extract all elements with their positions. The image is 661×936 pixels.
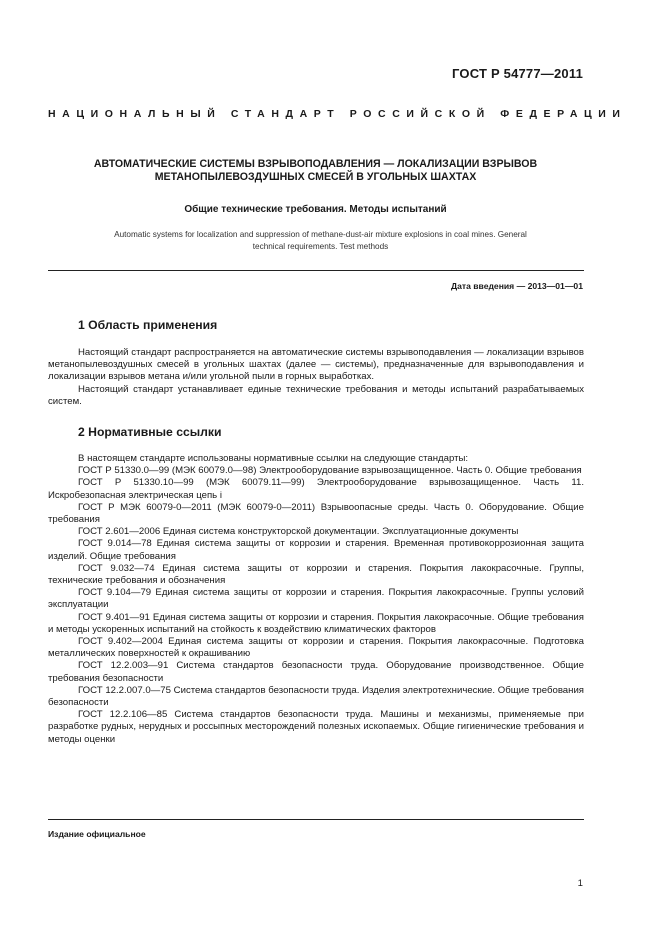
official-edition-label: Издание официальное [48, 829, 146, 839]
reference-paragraph: В настоящем стандарте использованы нормативные ссылки на следующие стандарты: [78, 453, 469, 464]
section-2-body [48, 453, 584, 746]
page-number: 1 [577, 878, 583, 889]
reference-item: ГОСТ 9.014—78 Единая система защиты от коррозии и старения. Временная противокоррозионная защита изделий. Общие требования [48, 538, 584, 562]
section-2-heading: 2 Нормативные ссылки [78, 425, 222, 439]
english-title [58, 229, 583, 253]
english-title-line-2: technical requirements. Test methods [252, 242, 389, 251]
reference-item: ГОСТ 2.601—2006 Единая система конструкторской документации. Эксплуатационные документы [78, 526, 519, 538]
section-1-heading: 1 Область применения [78, 318, 218, 332]
section-1-paragraph: Настоящий стандарт распространяется на автоматические системы взрывоподавления — локализации взрывов метанопылевоздушных смесей в угольных шахтах (далее — системы), предназначенные для взрывоподавления и локализации взрывов метана и/или угольной пыли в горных выработках. [48, 347, 584, 383]
reference-item: ГОСТ 9.401—91 Единая система защиты от коррозии и старения. Покрытия лакокрасочные. Общие требования и методы ускоренных испытаний на стойкость к воздействию климатических факторов [48, 611, 584, 635]
title-line-2: МЕТАНОПЫЛЕВОЗДУШНЫХ СМЕСЕЙ В УГОЛЬНЫХ ШАХТАХ [154, 171, 477, 183]
document-title [48, 158, 583, 184]
reference-item: ГОСТ 12.2.007.0—75 Система стандартов безопасности труда. Изделия электротехнические. Общие требования безопасности [48, 684, 584, 709]
reference-item: ГОСТ 12.2.106—85 Система стандартов безопасности труда. Машины и механизмы, применяемые при разработке рудных, нерудных и россыпных месторождений полезных ископаемых. Общие гигиенические требования и методы оценки [48, 709, 584, 745]
reference-item: ГОСТ Р 51330.10—99 (МЭК 60079.11—99) Электрооборудование взрывозащищенное. Часть 11. Искробезопасная электрическая цепь i [48, 477, 584, 501]
title-line-1: АВТОМАТИЧЕСКИЕ СИСТЕМЫ ВЗРЫВОПОДАВЛЕНИЯ — ЛОКАЛИЗАЦИИ ВЗРЫВОВ [93, 158, 538, 170]
national-standard-banner: НАЦИОНАЛЬНЫЙ СТАНДАРТ РОССИЙСКОЙ ФЕДЕРАЦИИ [48, 108, 627, 120]
header-divider [48, 270, 584, 271]
introduction-date: Дата введения — 2013—01—01 [450, 281, 583, 291]
footer-divider [48, 819, 584, 820]
document-id: ГОСТ Р 54777—2011 [452, 66, 583, 81]
english-title-line-1: Automatic systems for localization and suppression of methane-dust-air mixture explosions in coal mines. General [114, 230, 527, 239]
section-1-paragraph: Настоящий стандарт устанавливает единые технические требования и методы испытаний разрабатываемых систем. [48, 383, 584, 407]
reference-item: ГОСТ Р МЭК 60079-0—2011 (МЭК 60079-0—2011) Взрывоопасные среды. Часть 0. Оборудование. Общие требования [48, 501, 584, 526]
section-1-body [48, 347, 584, 408]
reference-item: ГОСТ 9.402—2004 Единая система защиты от коррозии и старения. Покрытия лакокрасочные. Подготовка металлических поверхностей к окрашиванию [48, 636, 584, 660]
reference-item: ГОСТ 12.2.003—91 Система стандартов безопасности труда. Оборудование производственное. Общие требования безопасности [48, 660, 584, 684]
reference-item: ГОСТ Р 51330.0—99 (МЭК 60079.0—98) Электрооборудование взрывозащищенное. Часть 0. Общие требования [78, 465, 582, 477]
reference-item: ГОСТ 9.104—79 Единая система защиты от коррозии и старения. Покрытия лакокрасочные. Группы условий эксплуатации [48, 587, 584, 611]
reference-item: ГОСТ 9.032—74 Единая система защиты от коррозии и старения. Покрытия лакокрасочные. Группы, технические требования и обозначения [48, 562, 584, 587]
document-subtitle: Общие технические требования. Методы испытаний [184, 204, 447, 215]
